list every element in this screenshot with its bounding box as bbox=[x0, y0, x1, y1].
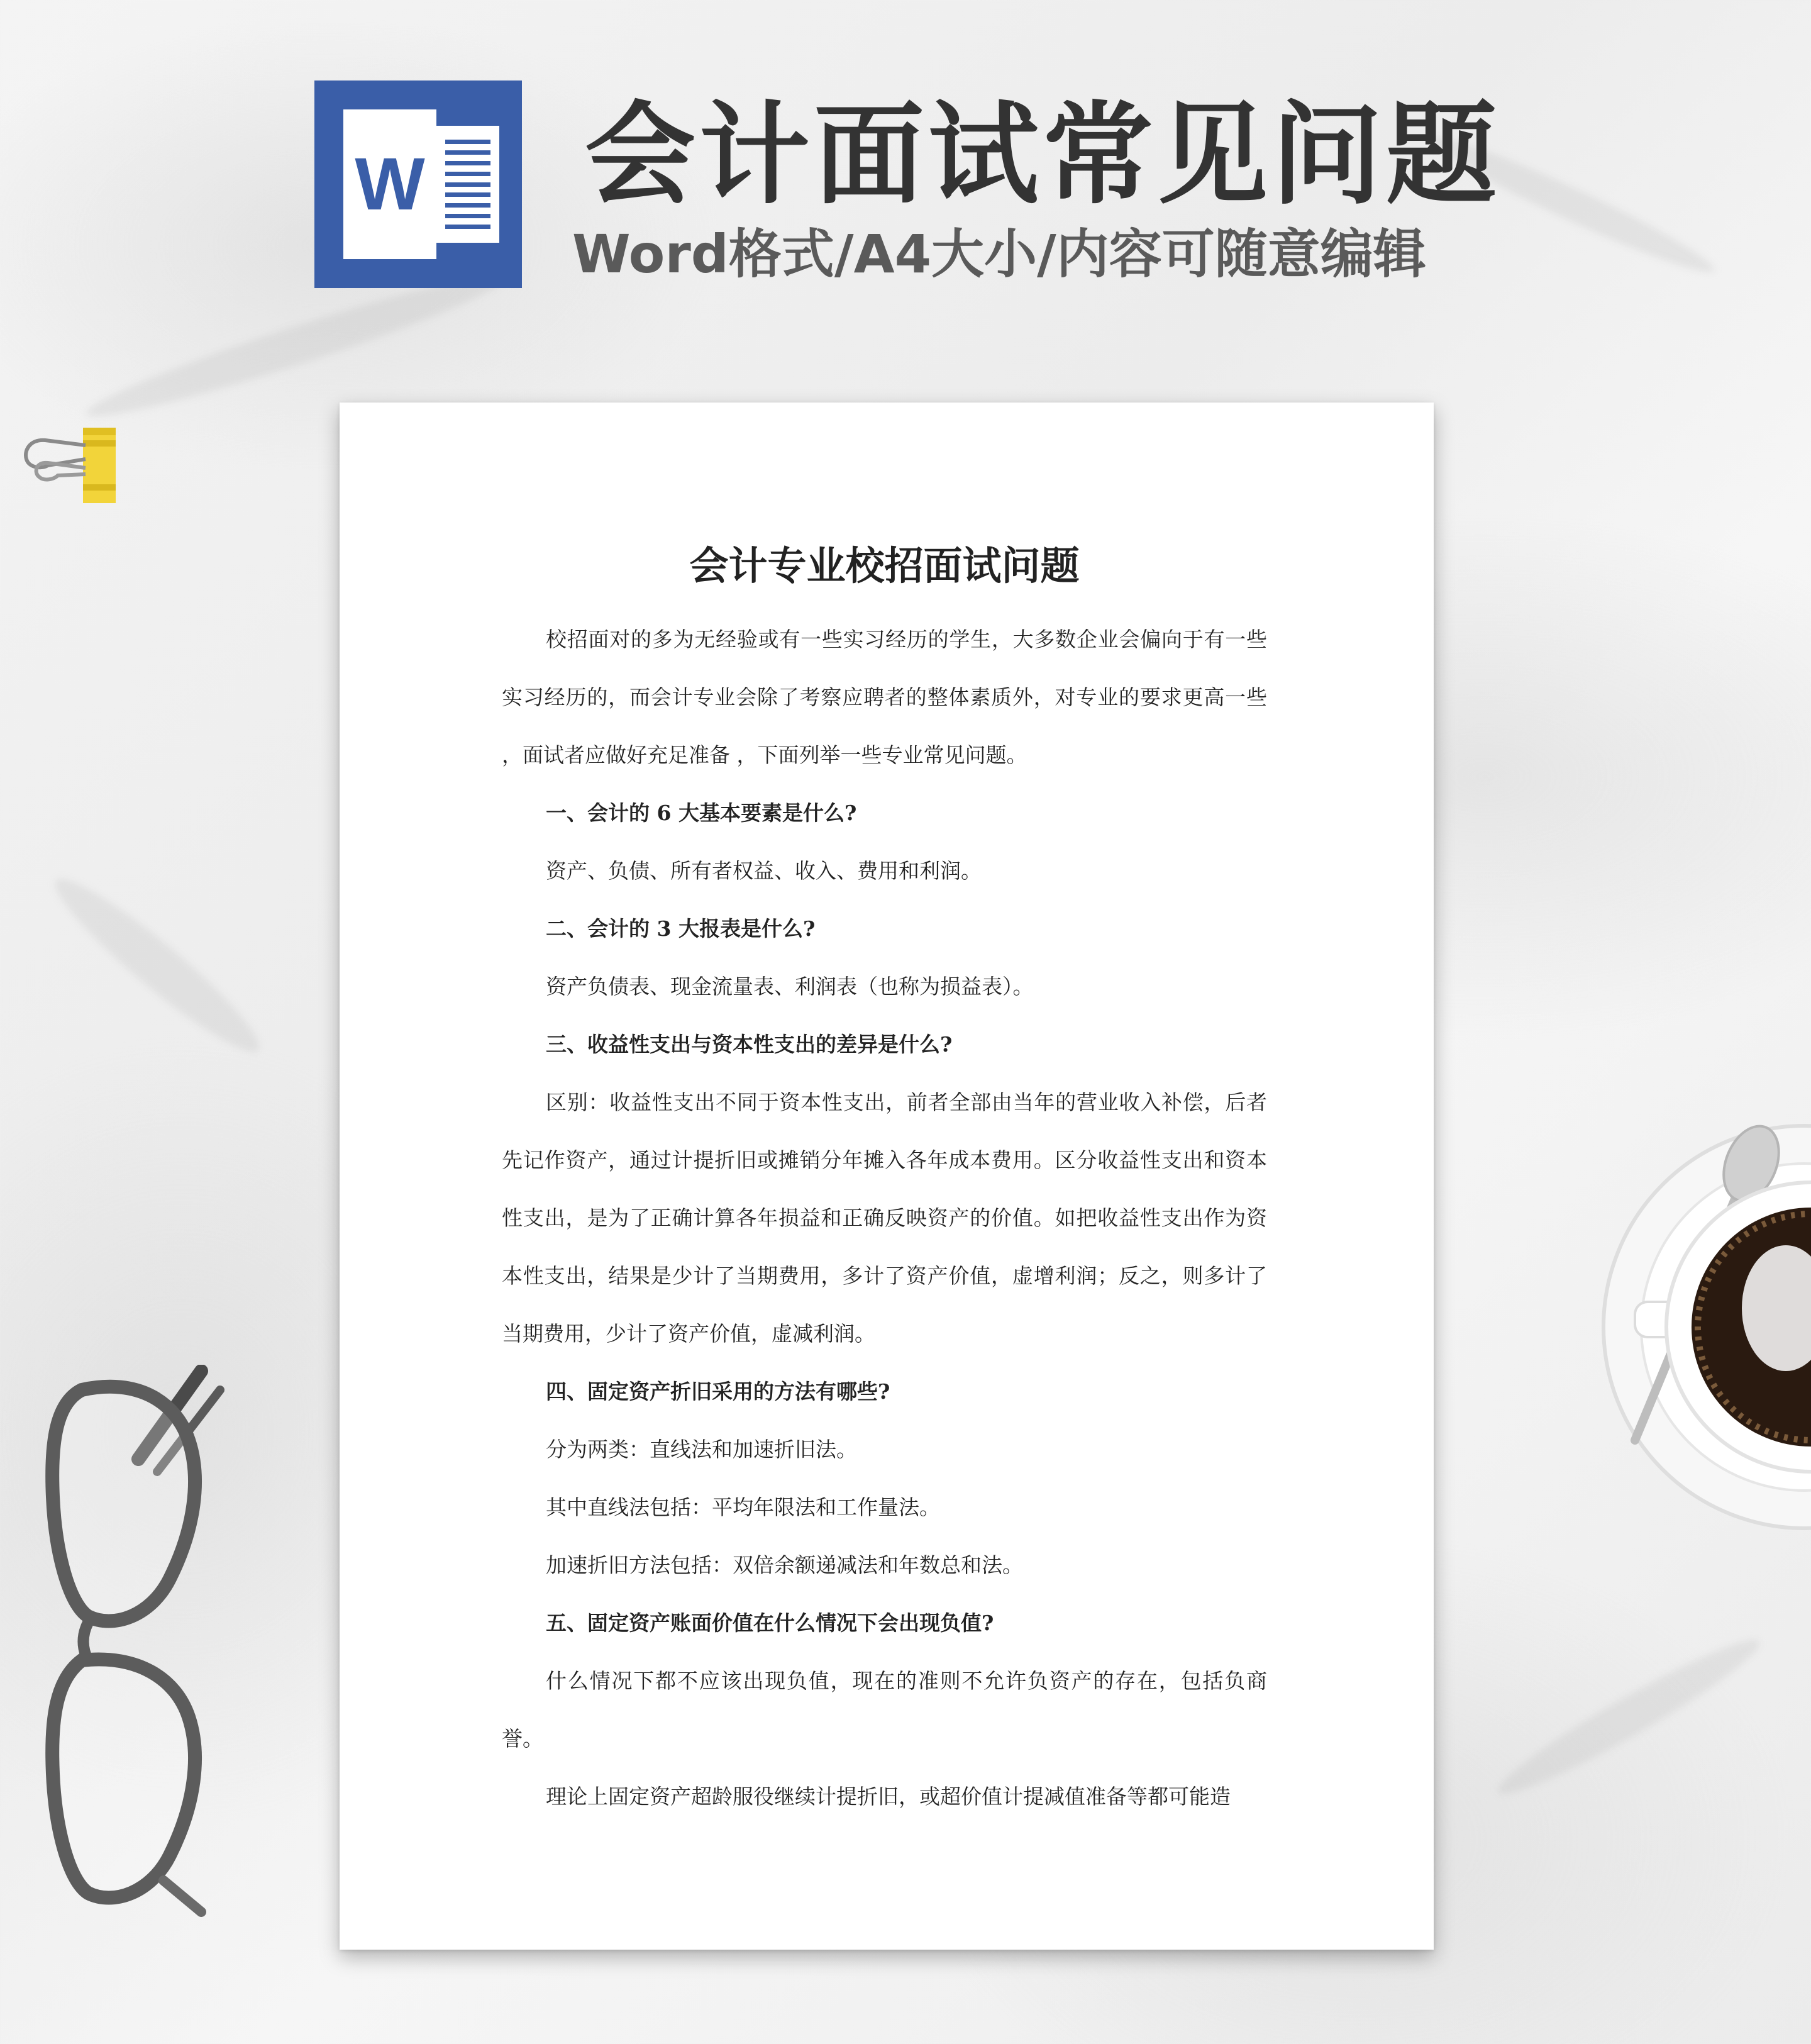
document-paragraph: 理论上固定资产超龄服役继续计提折旧，或超价值计提减值准备等都可能造 bbox=[546, 1784, 1231, 1809]
binder-clip-icon bbox=[20, 415, 127, 503]
marble-texture bbox=[42, 864, 273, 1067]
question-heading: 一、会计的 6 大基本要素是什么? bbox=[546, 800, 857, 825]
word-logo-letter: W bbox=[343, 109, 436, 259]
word-logo-icon bbox=[314, 81, 522, 288]
eyeglasses-icon bbox=[44, 1365, 233, 1918]
document-page bbox=[340, 403, 1434, 1950]
document-paragraph: 什么情况下都不应该出现负值，现在的准则不允许负资产的存在，包括负商誉。 bbox=[502, 1668, 1267, 1751]
document-paragraph: 加速折旧方法包括：双倍余额递减法和年数总和法。 bbox=[546, 1552, 1023, 1577]
document-paragraph: 资产负债表、现金流量表、利润表（也称为损益表）。 bbox=[546, 974, 1034, 999]
document-paragraph: 校招面对的多为无经验或有一些实习经历的学生，大多数企业会偏向于有一些实习经历的，而会计专业会除了考察应聘者的整体素质外，对专业的要求更高一些 ，面试者应做好充足准备 ，下面列举一些专业常见问题。 bbox=[502, 626, 1267, 767]
page-title: 会计面试常见问题 bbox=[585, 91, 1501, 219]
question-heading: 二、会计的 3 大报表是什么? bbox=[546, 916, 816, 941]
marble-texture bbox=[1488, 1625, 1769, 1809]
document-paragraph: 资产、负债、所有者权益、收入、费用和利润。 bbox=[546, 858, 982, 883]
question-heading: 四、固定资产折旧采用的方法有哪些? bbox=[546, 1379, 890, 1404]
document-paragraph: 其中直线法包括：平均年限法和工作量法。 bbox=[546, 1494, 940, 1519]
page-subtitle: Word格式/A4大小/内容可随意编辑 bbox=[572, 223, 1426, 285]
coffee-cup-icon bbox=[1597, 1113, 1811, 1541]
document-paragraph: 区别：收益性支出不同于资本性支出，前者全部由当年的营业收入补偿，后者先记作资产，通过计提折旧或摊销分年摊入各年成本费用。区分收益性支出和资本性支出，是为了正确计算各年损益和正确反映资产的价值。如把收益性支出作为资本性支出，结果是少计了当期费用，多计了资产价值，虚增利润；反之，则多计了当期费用，少计了资产价值，虚减利润。 bbox=[502, 1089, 1267, 1346]
question-heading: 五、固定资产账面价值在什么情况下会出现负值? bbox=[546, 1610, 994, 1635]
document-title: 会计专业校招面试问题 bbox=[689, 543, 1080, 589]
document-paragraph: 分为两类：直线法和加速折旧法。 bbox=[546, 1436, 857, 1462]
question-heading: 三、收益性支出与资本性支出的差异是什么? bbox=[546, 1031, 953, 1057]
word-logo-lines bbox=[436, 126, 499, 243]
